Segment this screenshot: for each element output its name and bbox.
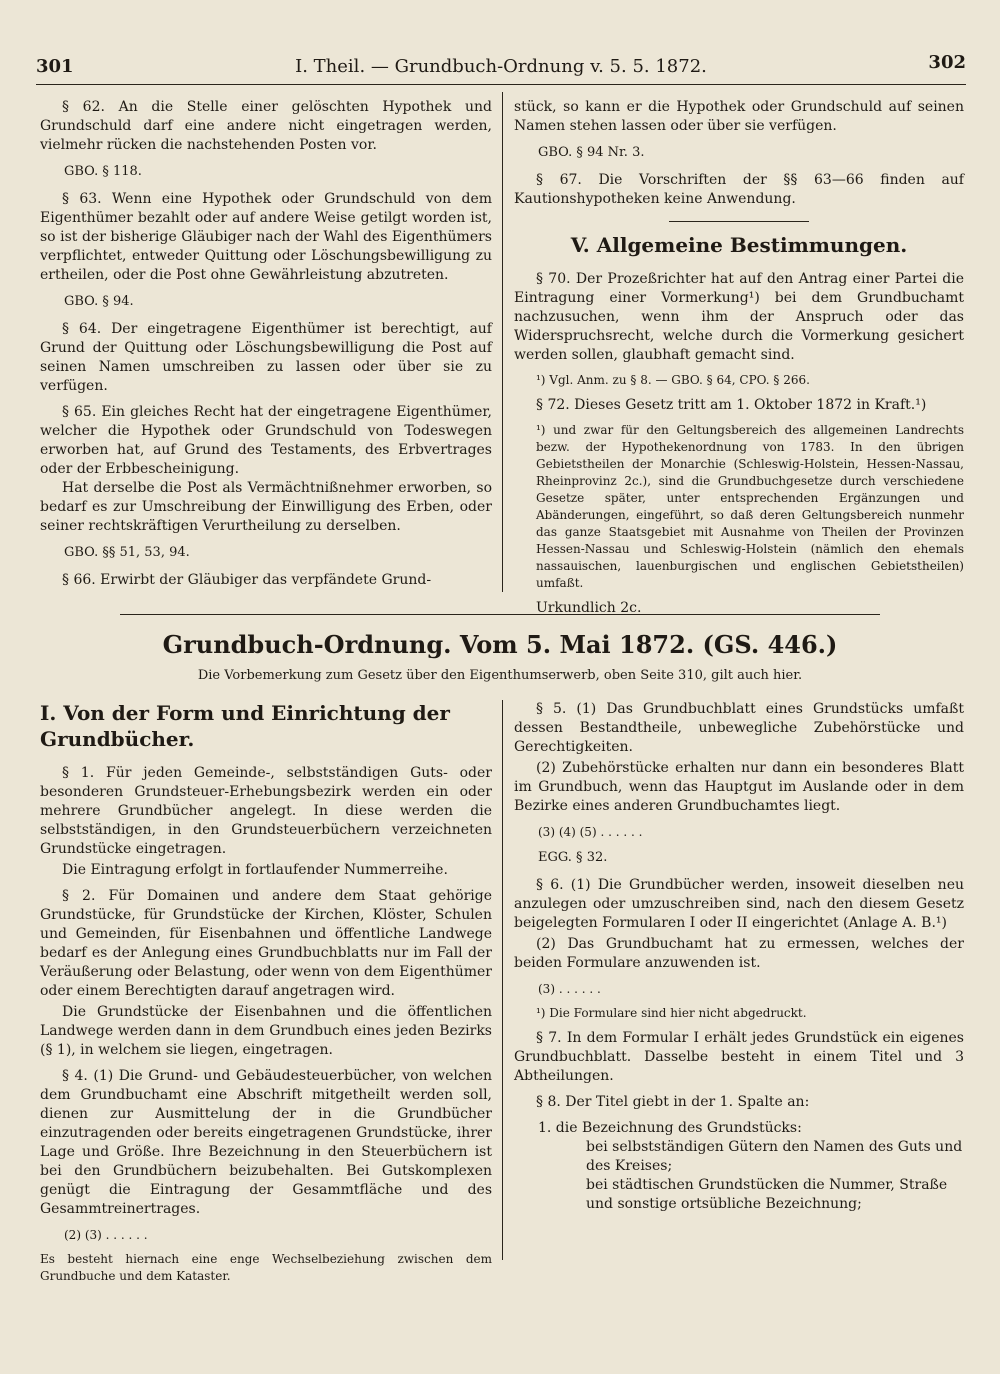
paragraph-64: § 64. Der eingetragene Eigenthümer ist berechtigt, auf Grund der Quittung oder Löschungsbewilligung die Post auf seinen Namen umschreiben zu lassen oder über sie zu verfügen.: [40, 321, 492, 394]
law-title: Grundbuch-Ordnung. Vom 5. Mai 1872. (GS. 446.): [162, 630, 838, 659]
paragraph-65: § 65. Ein gleiches Recht hat der eingetragene Eigenthümer, welcher die Hypothek oder Grundschuld von Todeswegen erworben hat, auf Grund des Testaments, des Erbvertrages oder der Erbbescheinigung.: [40, 404, 492, 477]
column-divider-bottom: [502, 700, 503, 1260]
page-header: [36, 52, 966, 85]
running-title: I. Theil. — Grundbuch-Ordnung v. 5. 5. 1872.: [295, 56, 707, 77]
footnote-70: ¹) Vgl. Anm. zu § 8. — GBO. § 64, CPO. § 266.: [536, 373, 810, 387]
column-divider-top: [502, 92, 503, 592]
reference-66: GBO. § 94 Nr. 3.: [538, 145, 645, 160]
paragraph-65-cont: Hat derselbe die Post als Vermächtnißnehmer erworben, so bedarf es zur Umschreibung der Einwilligung des Erben, oder seiner rechtskräftigen Verurtheilung zu derselben.: [40, 480, 492, 534]
reference-5: EGG. § 32.: [538, 850, 608, 865]
omitted-subsections-5: (3) (4) (5) . . . . . .: [538, 825, 643, 839]
reference-65: GBO. §§ 51, 53, 94.: [64, 545, 190, 560]
paragraph-5-cont: (2) Zubehörstücke erhalten nur dann ein besonderes Blatt im Grundbuch, wenn das Hauptgut im Auslande oder in dem Bezirke eines anderen Grundbuchamtes liegt.: [514, 760, 964, 814]
reference-62: GBO. § 118.: [64, 164, 142, 179]
paragraph-62: § 62. An die Stelle einer gelöschten Hypothek und Grundschuld darf eine andere nicht eingetragen werden, vielmehr rücken die nachstehenden Posten vor.: [40, 99, 492, 153]
preliminary-remark: Die Vorbemerkung zum Gesetz über den Eigenthumserwerb, oben Seite 310, gilt auch hier.: [197, 668, 803, 683]
reference-63: GBO. § 94.: [64, 294, 134, 309]
bottom-right-column: [514, 700, 964, 1214]
paragraph-66: § 66. Erwirbt der Gläubiger das verpfändete Grund-: [62, 572, 432, 588]
paragraph-6: § 6. (1) Die Grundbücher werden, insoweit dieselben neu anzulegen oder umzuschreiben sind, nach den diesem Gesetz beigelegten Formularen I oder II eingerichtet (Anlage A. B.¹): [514, 877, 964, 931]
paragraph-63: § 63. Wenn eine Hypothek oder Grundschuld von dem Eigenthümer bezahlt oder auf andere Weise getilgt worden ist, so ist der bisherige Gläubiger nach der Wahl des Eigenthümers verpflichtet, entweder Quittung oder Löschungsbewilligung zu ertheilen, oder die Post ohne Gewährleistung abzutreten.: [40, 191, 492, 283]
paragraph-72: § 72. Dieses Gesetz tritt am 1. Oktober 1872 in Kraft.¹): [536, 397, 927, 413]
section-heading-v: V. Allgemeine Bestimmungen.: [570, 233, 908, 257]
section-divider: [669, 221, 809, 222]
omitted-subsections-4: (2) (3) . . . . . .: [64, 1228, 148, 1242]
horizontal-divider: [120, 614, 880, 615]
paragraph-66-cont: stück, so kann er die Hypothek oder Grundschuld auf seinen Namen stehen lassen oder über sie verfügen.: [514, 99, 964, 134]
page-number-right: 302: [928, 52, 966, 73]
paragraph-1-cont: Die Eintragung erfolgt in fortlaufender Nummerreihe.: [62, 862, 448, 878]
list-subitem: bei selbstständigen Gütern den Namen des Guts und des Kreises;: [586, 1139, 963, 1174]
list-subitem: bei städtischen Grundstücken die Nummer, Straße und sonstige ortsübliche Bezeichnung;: [586, 1177, 948, 1212]
paragraph-2: § 2. Für Domainen und andere dem Staat gehörige Grundstücke, für Grundstücke der Kirchen, Klöster, Schulen und Gemeinden, für Eisenbahnen und öffentliche Landwege bedarf es der Anlegung eines Grundbuchblatts nur im Fall der Veräußerung oder Belastung, oder wenn von dem Eigenthümer oder einem Berechtigten darauf angetragen wird.: [40, 888, 492, 999]
paragraph-6-cont: (2) Das Grundbuchamt hat zu ermessen, welches der beiden Formulare anzuwenden ist.: [514, 936, 964, 971]
paragraph-1: § 1. Für jeden Gemeinde-, selbstständigen Guts- oder besonderen Grundsteuer-Erhebungsbezirk werden ein oder mehrere Grundbücher angelegt. In diese werden die selbstständigen, in den Grundsteuerbüchern verzeichneten Grundstücke eingetragen.: [40, 765, 492, 857]
closing-formula: Urkundlich 2c.: [536, 600, 642, 616]
paragraph-4: § 4. (1) Die Grund- und Gebäudesteuerbücher, von welchen dem Grundbuchamt eine Abschrift mitgetheilt werden soll, dienen zur Ausmittelung der in die Grundbücher einzutragenden oder bereits eingetragenen Grundstücke, ihrer Lage und Größe. Ihre Bezeichnung in den Steuerbüchern ist bei den Grundbüchern beizubehalten. Bei Gutskomplexen genügt die Eintragung der Gesammtfläche und des Gesammtreinertrages.: [40, 1068, 492, 1217]
paragraph-67: § 67. Die Vorschriften der §§ 63—66 finden auf Kautionshypotheken keine Anwendung.: [514, 172, 964, 207]
omitted-subsections-6: (3) . . . . . .: [538, 982, 601, 996]
list-item: 1. die Bezeichnung des Grundstücks:: [538, 1120, 802, 1136]
page-number-left: 301: [36, 56, 74, 77]
top-right-column: [514, 98, 964, 625]
top-left-column: [40, 98, 492, 597]
footnote-6: ¹) Die Formulare sind hier nicht abgedruckt.: [536, 1006, 807, 1020]
section-heading-i: I. Von der Form und Einrichtung der Grundbücher.: [40, 701, 450, 751]
paragraph-70: § 70. Der Prozeßrichter hat auf den Antrag einer Partei die Eintragung einer Vormerkung¹) bei dem Grundbuchamt nachzusuchen, wenn ihm der Anspruch oder das Widerspruchsrecht, welche durch die Vormerkung gesichert werden sollen, glaubhaft gemacht sind.: [514, 271, 964, 363]
paragraph-7: § 7. In dem Formular I erhält jedes Grundstück ein eigenes Grundbuchblatt. Dasselbe besteht in einem Titel und 3 Abtheilungen.: [514, 1030, 964, 1084]
bottom-left-column: [40, 700, 492, 1292]
paragraph-8-list: [514, 1119, 964, 1214]
paragraph-5: § 5. (1) Das Grundbuchblatt eines Grundstücks umfaßt dessen Bestandtheile, unbewegliche Zubehörstücke und Gerechtigkeiten.: [514, 701, 964, 755]
paragraph-8: § 8. Der Titel giebt in der 1. Spalte an:: [536, 1094, 810, 1110]
paragraph-2-cont: Die Grundstücke der Eisenbahnen und die öffentlichen Landwege werden dann in dem Grundbuch eines jeden Bezirks (§ 1), in welchem sie liegen, eingetragen.: [40, 1004, 492, 1058]
footnote-72: ¹) und zwar für den Geltungsbereich des allgemeinen Landrechts bezw. der Hypothekenordnung von 1783. In den übrigen Gebietstheilen der Monarchie (Schleswig-Holstein, Hessen-Nassau, Rheinprovinz 2c.), sind die Grundbuchgesetze durch verschiedene Gesetze später, unter entsprechenden Ergänzungen und Abänderungen, eingeführt, so daß deren Geltungsbereich nunmehr das ganze Staatsgebiet mit Ausnahme von Theilen der Provinzen Hessen-Nassau und Schleswig-Holstein (nämlich den ehemals nassauischen, lauenburgischen und englischen Gebietstheilen) umfaßt.: [536, 423, 964, 590]
note-4: Es besteht hiernach eine enge Wechselbeziehung zwischen dem Grundbuche und dem Kataster.: [40, 1252, 492, 1283]
